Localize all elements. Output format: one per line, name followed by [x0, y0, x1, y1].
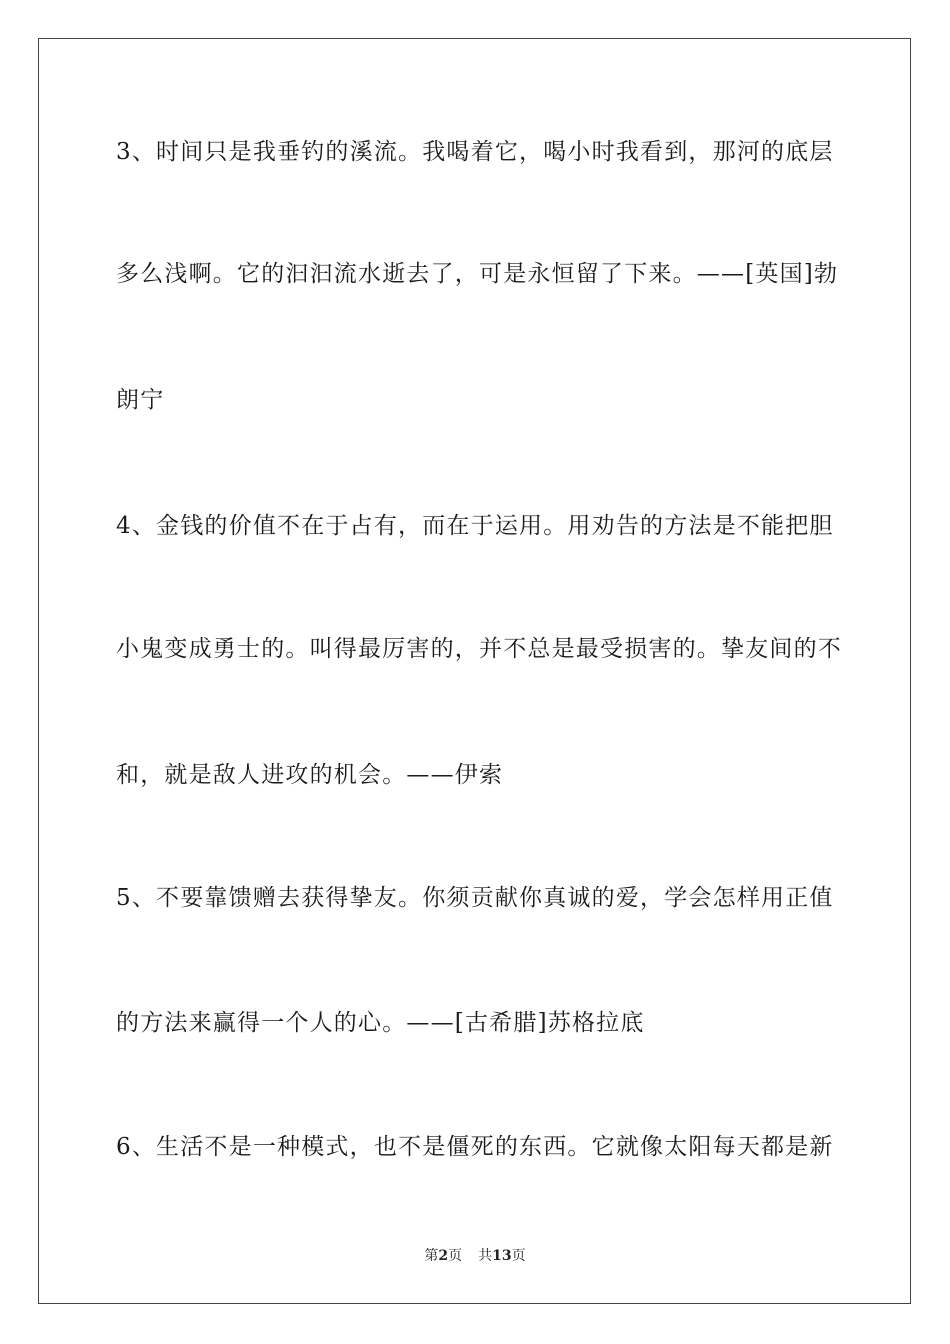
- text-line: 4、金钱的价值不在于占有，而在于运用。用劝告的方法是不能把胆: [116, 513, 834, 539]
- text-line: 5、不要靠馈赠去获得挚友。你须贡献你真诚的爱，学会怎样用正值: [116, 885, 834, 911]
- text-line: 多么浅啊。它的汩汩流水逝去了，可是永恒留了下来。——[英国]勃: [116, 261, 839, 287]
- page-number: 2: [438, 1248, 449, 1264]
- total-suffix: 页: [511, 1248, 526, 1264]
- page-suffix: 页: [448, 1248, 463, 1264]
- page-prefix: 第: [424, 1248, 439, 1264]
- text-line: 3、时间只是我垂钓的溪流。我喝着它，喝小时我看到，那河的底层: [116, 139, 834, 165]
- text-line: 和，就是敌人进攻的机会。——伊索: [116, 762, 504, 788]
- text-line: 朗宁: [116, 387, 165, 413]
- text-line: 6、生活不是一种模式，也不是僵死的东西。它就像太阳每天都是新: [116, 1134, 834, 1160]
- total-prefix: 共: [478, 1248, 493, 1264]
- page-border: [38, 38, 911, 1304]
- text-line: 小鬼变成勇士的。叫得最厉害的，并不总是最受损害的。挚友间的不: [116, 636, 842, 662]
- page-footer: [0, 1246, 950, 1266]
- total-pages: 13: [492, 1248, 512, 1264]
- text-line: 的方法来赢得一个人的心。——[古希腊]苏格拉底: [116, 1010, 645, 1036]
